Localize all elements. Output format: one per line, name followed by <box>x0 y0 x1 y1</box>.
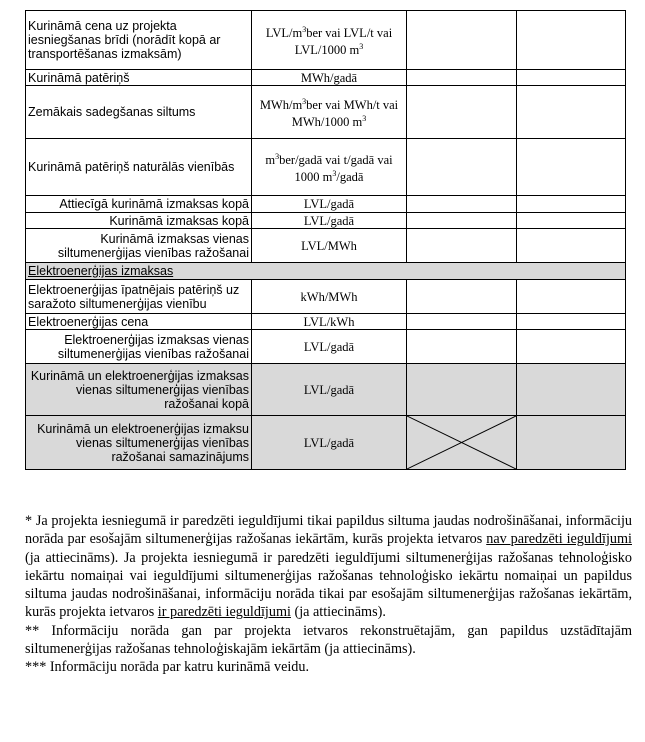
value-cell[interactable] <box>407 70 517 86</box>
row-label: Kurināmā un elektroenerģijas izmaksu vienas siltumenerģijas vienības ražošanai samazinājums <box>26 416 252 470</box>
crossed-out-cell <box>407 416 517 470</box>
row-label: Kurināmā un elektroenerģijas izmaksas vienas siltumenerģijas vienības ražošanai kopā <box>26 364 252 416</box>
row-label: Elektroenerģijas īpatnējais patēriņš uz saražoto siltumenerģijas vienību <box>26 280 252 314</box>
table-row <box>26 213 626 229</box>
footnote-1: * Ja projekta iesniegumā ir paredzēti ieguldījumi tikai papildus siltuma jaudas nodrošināšanai, informāciju norāda par esošajām siltumenerģijas ražošanas iekārtām, kurās projekta ietvaros nav paredzēti ieguldījumi (ja attiecināms). Ja projekta iesniegumā ir paredzēti ieguldījumi siltumenerģijas ražošanas tehnoloģisko iekārtu nomaiņai vai ieguldījumi siltumenerģijas ražošanas tehnoloģisko iekārtu nomaiņai un papildus siltuma jaudas nodrošināšanai, informāciju norāda tikai par esošajām siltumenerģijas ražošanas iekārtām, kurās projekta ietvaros ir paredzēti ieguldījumi (ja attiecināms). <box>25 513 632 621</box>
value-cell[interactable] <box>517 330 626 364</box>
table-row <box>26 416 626 470</box>
table-row <box>26 139 626 196</box>
value-cell[interactable] <box>517 314 626 330</box>
section-row <box>26 263 626 280</box>
value-cell[interactable] <box>407 229 517 263</box>
value-cell[interactable] <box>517 416 626 470</box>
row-label: Attiecīgā kurināmā izmaksas kopā <box>26 196 252 213</box>
table-row <box>26 229 626 263</box>
unit-cell: LVL/gadā <box>252 364 407 416</box>
row-label: Zemākais sadegšanas siltums <box>26 86 252 139</box>
row-label: Kurināmā patēriņš naturālās vienībās <box>26 139 252 196</box>
value-cell[interactable] <box>407 314 517 330</box>
row-label: Kurināmā izmaksas kopā <box>26 213 252 229</box>
unit-cell: LVL/MWh <box>252 229 407 263</box>
table-row <box>26 70 626 86</box>
value-cell[interactable] <box>517 70 626 86</box>
fuel-cost-table <box>25 10 626 470</box>
footnotes <box>25 512 632 677</box>
unit-cell: $m^3ber$/gadā vai t/gadā vai 1000 $m^3$/gadā <box>252 139 407 196</box>
unit-cell: MWh/$m^3ber$ vai MWh/t vai MWh/1000 $m^3$ <box>252 86 407 139</box>
value-cell[interactable] <box>517 364 626 416</box>
row-label: Kurināmā patēriņš <box>26 70 252 86</box>
value-cell[interactable] <box>517 11 626 70</box>
unit-cell: MWh/gadā <box>252 70 407 86</box>
unit-cell: LVL/gadā <box>252 213 407 229</box>
value-cell[interactable] <box>407 364 517 416</box>
table-row <box>26 196 626 213</box>
value-cell[interactable] <box>407 196 517 213</box>
value-cell[interactable] <box>407 139 517 196</box>
footnote-3: *** Informāciju norāda par katru kurināmā veidu. <box>25 659 310 676</box>
value-cell[interactable] <box>517 86 626 139</box>
table-row <box>26 280 626 314</box>
value-cell[interactable] <box>517 139 626 196</box>
table-row <box>26 330 626 364</box>
table-row <box>26 86 626 139</box>
value-cell[interactable] <box>517 196 626 213</box>
unit-cell: LVL/kWh <box>252 314 407 330</box>
unit-cell: LVL/gadā <box>252 196 407 213</box>
footnote-2: ** Informāciju norāda gan par projekta ietvaros rekonstruētajām, gan papildus uzstādītajām siltumenerģijas ražošanas tehnoloģiskajām iekārtām (ja attiecināms). <box>25 622 632 658</box>
table-row <box>26 364 626 416</box>
row-label: Elektroenerģijas cena <box>26 314 252 330</box>
value-cell[interactable] <box>517 280 626 314</box>
section-header: Elektroenerģijas izmaksas <box>26 263 626 280</box>
unit-cell: LVL/$m^3ber$ vai LVL/t vai LVL/1000 $m^3$ <box>252 11 407 70</box>
table-row <box>26 11 626 70</box>
value-cell[interactable] <box>407 330 517 364</box>
row-label: Kurināmā izmaksas vienas siltumenerģijas vienības ražošanai <box>26 229 252 263</box>
value-cell[interactable] <box>407 280 517 314</box>
table-row <box>26 314 626 330</box>
unit-cell: kWh/MWh <box>252 280 407 314</box>
cross-mark <box>407 416 516 469</box>
value-cell[interactable] <box>407 86 517 139</box>
value-cell[interactable] <box>407 11 517 70</box>
value-cell[interactable] <box>517 229 626 263</box>
unit-cell: LVL/gadā <box>252 330 407 364</box>
row-label: Elektroenerģijas izmaksas vienas siltumenerģijas vienības ražošanai <box>26 330 252 364</box>
value-cell[interactable] <box>517 213 626 229</box>
row-label: Kurināmā cena uz projekta iesniegšanas brīdi (norādīt kopā ar transportēšanas izmaksām) <box>26 11 252 70</box>
value-cell[interactable] <box>407 213 517 229</box>
unit-cell: LVL/gadā <box>252 416 407 470</box>
